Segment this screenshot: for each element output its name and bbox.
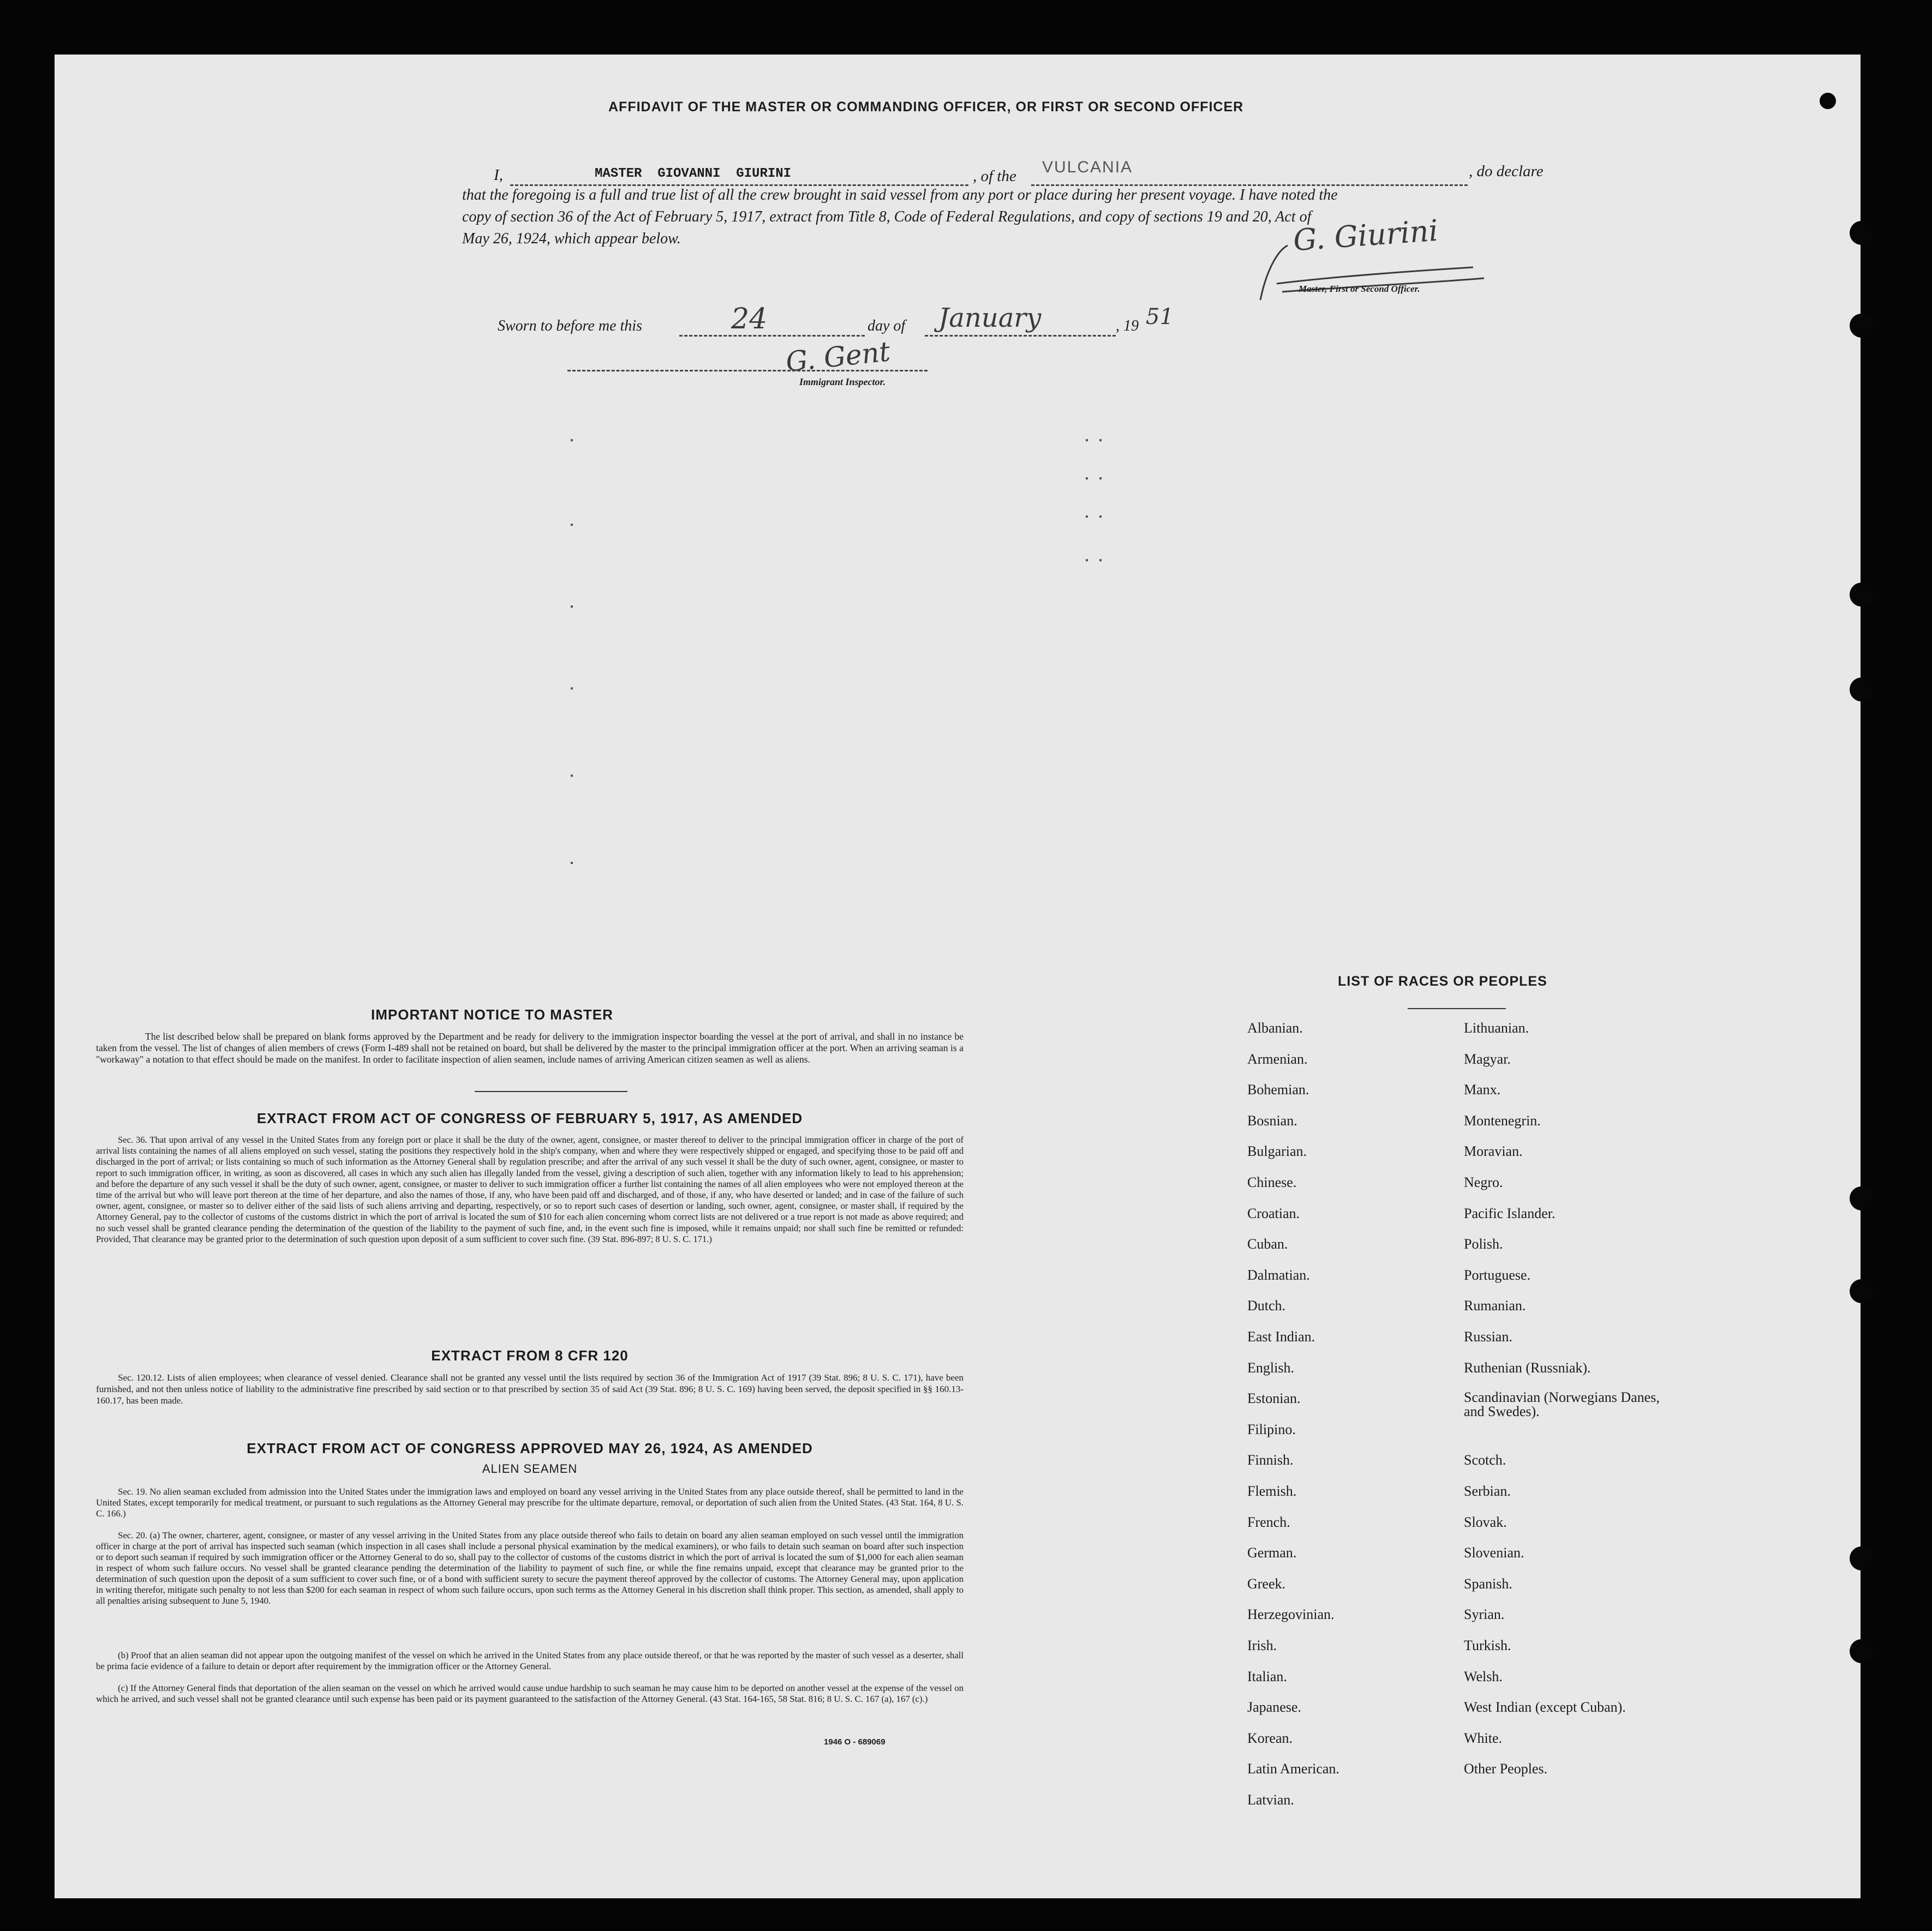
- races-divider: [1408, 1008, 1506, 1009]
- race-item: Bulgarian.: [1247, 1143, 1307, 1160]
- races-title: LIST OF RACES OR PEOPLES: [1338, 974, 1547, 989]
- race-item: Italian.: [1247, 1668, 1287, 1684]
- race-item: Lithuanian.: [1464, 1020, 1529, 1036]
- race-item: Portuguese.: [1464, 1267, 1531, 1283]
- tick-mark: [1099, 477, 1102, 479]
- race-item: Chinese.: [1247, 1174, 1297, 1190]
- extract-cfr-text: Sec. 120.12. Lists of alien employees; when clearance of vessel denied. Clearance shall not be granted any vessel until the lists required by section 36 of the Immigration Act of 1917 (39 Stat. 896; 8 U. S. C. 171), have been furnished, and not then unless notice of liability to the administrative fine prescribed by said section or to that prescribed by section 35 of said Act (39 Stat. 896; 8 U. S. C. 169) having been served, the deposit specified in §§ 160.13-160.17, has been made.: [96, 1372, 964, 1406]
- sworn-day-line: [679, 321, 865, 337]
- race-item: Ruthenian (Russniak).: [1464, 1359, 1591, 1376]
- race-item: Russian.: [1464, 1329, 1512, 1345]
- day-of-label: day of: [868, 317, 906, 334]
- race-item: Filipino.: [1247, 1421, 1296, 1437]
- declaration-line-4: May 26, 1924, which appear below.: [462, 230, 681, 247]
- punch-hole: [1850, 314, 1874, 338]
- race-item: Japanese.: [1247, 1699, 1301, 1716]
- race-item: Montenegrin.: [1464, 1112, 1541, 1129]
- tick-mark: [571, 524, 573, 526]
- race-item: German.: [1247, 1545, 1297, 1561]
- race-item: Serbian.: [1464, 1483, 1511, 1499]
- of-the-label: , of the: [973, 167, 1016, 185]
- extract-1917-text: Sec. 36. That upon arrival of any vessel in the United States from any foreign port or place it shall be the duty of the owner, agent, consignee, or master thereof to deliver to the principal immigration officer in charge of the port of arrival lists containing the names of all aliens employed on such vessel, stating the positions they respectively hold in the ship's company, when and where they were respectively shipped or engaged, and specifying those to be paid off and discharged in the port of arrival; or lists containing so much of such information as the Attorney General shall by regulation prescribe; and after the arrival of any such vessel it shall be the duty of such owner, agent, consignee, or master to report to such immigration officer, in writing, as soon as discovered, all cases in which any such alien has illegally landed from the vessel, giving a description of such alien, together with any information likely to lead to his apprehension; and before the departure of any such vessel it shall be the duty of such owner, agent, consignee, or master to deliver to such immigration officer a further list containing the names of all alien employees who were not employed thereon at the time of the arrival but who will leave port thereon at the time of her departure, and also the names of those, if any, who have been paid off and discharged, and of those, if any, who have deserted or landed; and in case of the failure of such owner, agent, consignee, or master so to deliver either of the said lists of such aliens arriving and departing, respectively, or so to report such cases of desertion or landing, such owner, agent, consignee, or master shall, if required by the Attorney General, pay to the collector of customs of the customs district in which the port of arrival is located the sum of $10 for each alien concerning whom correct lists are not delivered or a true report is not made as above required; and no such vessel shall be granted clearance pending the determination of the question of the liability to the payment of such fine, and, in the event such fine is imposed, while it remains unpaid; nor shall such fine be remitted or refunded: Provided, That clearance may be granted prior to the determination of such question upon deposit of a sum sufficient to cover such fine. (39 Stat. 896-897; 8 U. S. C. 171.): [96, 1135, 964, 1244]
- tick-mark: [571, 687, 573, 689]
- race-item: Polish.: [1464, 1236, 1503, 1252]
- do-declare-label: , do declare: [1469, 163, 1544, 180]
- tick-mark: [1086, 515, 1088, 518]
- race-item: Finnish.: [1247, 1452, 1294, 1468]
- tick-mark: [571, 775, 573, 777]
- race-item: Other Peoples.: [1464, 1761, 1548, 1777]
- race-item: West Indian (except Cuban).: [1464, 1699, 1626, 1716]
- punch-hole: [1850, 583, 1874, 607]
- race-item: Pacific Islander.: [1464, 1205, 1556, 1221]
- extract-cfr-title: EXTRACT FROM 8 CFR 120: [431, 1347, 629, 1364]
- race-item: Dutch.: [1247, 1298, 1286, 1314]
- tick-mark: [1086, 439, 1088, 441]
- tick-mark: [571, 605, 573, 608]
- inspector-signature: G. Gent: [784, 335, 892, 378]
- race-item: Albanian.: [1247, 1020, 1303, 1036]
- race-item: Slovak.: [1464, 1514, 1507, 1530]
- tick-mark: [1086, 559, 1088, 561]
- vessel-name: VULCANIA: [1042, 158, 1133, 176]
- race-item: White.: [1464, 1730, 1503, 1746]
- extract-1924-sec20c: (c) If the Attorney General finds that deportation of the alien seaman on the vessel on which he arrived would cause undue hardship to such seaman he may cause him to be deported on another vessel at the expense of the vessel on which he arrived, and such vessel shall not be granted clearance until such expense has been paid or its payment guaranteed to the satisfaction of the Attorney General. (43 Stat. 164-165, 58 Stat. 816; 8 U. S. C. 167 (a), 167 (c).): [96, 1683, 964, 1704]
- race-item: Manx.: [1464, 1082, 1501, 1098]
- race-item: Croatian.: [1247, 1205, 1300, 1221]
- tick-mark: [1099, 439, 1102, 441]
- race-item: Magyar.: [1464, 1051, 1511, 1067]
- tick-mark: [1099, 559, 1102, 561]
- race-item: Korean.: [1247, 1730, 1293, 1746]
- race-item: Rumanian.: [1464, 1298, 1526, 1314]
- master-name: MASTER GIOVANNI GIURINI: [595, 166, 792, 181]
- tick-mark: [571, 439, 573, 441]
- race-item: Welsh.: [1464, 1668, 1503, 1684]
- divider: [475, 1091, 627, 1092]
- race-item: Moravian.: [1464, 1143, 1523, 1160]
- notice-title: IMPORTANT NOTICE TO MASTER: [371, 1006, 613, 1023]
- tick-mark: [571, 862, 573, 864]
- inspector-caption: Immigrant Inspector.: [799, 376, 886, 387]
- master-signature-caption: Master, First or Second Officer.: [1299, 284, 1420, 294]
- punch-hole: [1850, 1279, 1874, 1303]
- extract-1924-sec20a: Sec. 20. (a) The owner, charterer, agent, consignee, or master of any vessel arriving in the United States from any place outside thereof who fails to detain on board any alien seaman employed on such vessel until the immigration officer in charge at the port of arrival has inspected such seaman (which inspection in all cases shall include a personal physical examination by the medical examiners), or who fails to detain such seaman on board after such inspection or to deport such seaman if required by such immigration officer or the Attorney General to do so, shall pay to the collector of customs of the customs district in which the port of arrival is located the sum of $1,000 for each alien seaman in respect of whom such failure occurs. No vessel shall be granted clearance pending the determination of the liability to payment of such fine, or while the fine remains unpaid, except that clearance may be granted prior to the determination of such question upon the deposit of a sum sufficient to cover such fine, or of a bond with sufficient surety to secure the payment thereof approved by the collector of customs. The Attorney General may, upon application in writing therefor, mitigate such penalty to not less than $200 for each seaman in respect of whom such failure occurs, upon such terms as the Attorney General in his discretion shall think proper. This section, as amended, shall apply to all penalties arising subsequent to June 5, 1940.: [96, 1530, 964, 1606]
- declaration-i-label: I,: [494, 166, 503, 184]
- tick-mark: [1099, 515, 1102, 518]
- punch-hole: [1850, 221, 1874, 245]
- notice-text: The list described below shall be prepared on blank forms approved by the Department and be ready for delivery to the immigration inspector boarding the vessel at the port of arrival, and shall in no instance be taken from the vessel. The list of changes of alien members of crews (Form I-489 shall not be retained on board, but shall be delivered by the master to the principal immigration officer at the port. When an arriving seaman is a "workaway" a notation to that effect should be made on the manifest. In order to facilitate inspection of alien seamen, include names of arriving American citizen seamen as well as aliens.: [96, 1031, 964, 1065]
- race-item: Spanish.: [1464, 1575, 1512, 1592]
- race-item: English.: [1247, 1359, 1294, 1376]
- race-item: Slovenian.: [1464, 1545, 1524, 1561]
- race-item: Turkish.: [1464, 1638, 1511, 1653]
- affidavit-title: AFFIDAVIT OF THE MASTER OR COMMANDING OFFICER, OR FIRST OR SECOND OFFICER: [608, 99, 1244, 115]
- race-item: French.: [1247, 1514, 1290, 1530]
- extract-1924-subtitle: ALIEN SEAMEN: [482, 1462, 578, 1476]
- race-item: East Indian.: [1247, 1329, 1315, 1345]
- sworn-year: 51: [1146, 304, 1174, 329]
- master-signature: G. Giurini: [1292, 213, 1439, 258]
- extract-1924-sec19: Sec. 19. No alien seaman excluded from admission into the United States under the immigration laws and employed on board any vessel arriving in the United States from any place outside thereof, shall be permitted to land in the United States, except temporarily for medical treatment, or pursuant to such regulations as the Attorney General may prescribe for the ultimate departure, removal, or deportation of such alien from the United States. (43 Stat. 164, 8 U. S. C. 166.): [96, 1486, 964, 1519]
- race-item: Flemish.: [1247, 1483, 1297, 1499]
- race-item: Negro.: [1464, 1174, 1503, 1190]
- print-code: 1946 O - 689069: [824, 1737, 886, 1747]
- extract-1924-sec20b: (b) Proof that an alien seaman did not appear upon the outgoing manifest of the vessel on which he arrived in the United States from any place outside thereof, or that he was reported by the master of such vessel as a deserter, shall be prima facie evidence of a failure to detain or deport after requirement by the immigration officer or the Attorney General.: [96, 1650, 964, 1671]
- document-page: [55, 55, 1861, 1898]
- sworn-label: Sworn to before me this: [498, 317, 642, 334]
- race-item: Dalmatian.: [1247, 1267, 1310, 1283]
- sworn-day: 24: [731, 303, 768, 335]
- punch-hole: [1850, 677, 1874, 701]
- declaration-line-3: copy of section 36 of the Act of February 5, 1917, extract from Title 8, Code of Federal Regulations, and copy of sections 19 and 20, Act of: [462, 208, 1312, 225]
- race-item: Latvian.: [1247, 1792, 1294, 1808]
- race-item: Cuban.: [1247, 1236, 1288, 1252]
- extract-1917-title: EXTRACT FROM ACT OF CONGRESS OF FEBRUARY 5, 1917, AS AMENDED: [256, 1110, 803, 1126]
- declaration-line-2: that the foregoing is a full and true list of all the crew brought in said vessel from any port or place during her present voyage. I have noted the: [462, 187, 1338, 203]
- race-item: Syrian.: [1464, 1606, 1505, 1623]
- extract-1924-title: EXTRACT FROM ACT OF CONGRESS APPROVED MAY 26, 1924, AS AMENDED: [247, 1440, 813, 1456]
- corner-tear: [1820, 93, 1836, 109]
- signature-strokes: [1244, 240, 1550, 305]
- punch-hole: [1850, 1546, 1874, 1570]
- tick-mark: [1086, 477, 1088, 479]
- race-item: Scandinavian (Norwegians Danes, and Swedes).: [1464, 1389, 1660, 1420]
- race-item: Armenian.: [1247, 1051, 1308, 1067]
- race-item: Scotch.: [1464, 1452, 1506, 1468]
- race-item: Bosnian.: [1247, 1112, 1297, 1129]
- punch-hole: [1850, 1186, 1874, 1210]
- race-item: Bohemian.: [1247, 1082, 1309, 1098]
- race-item: Herzegovinian.: [1247, 1606, 1335, 1623]
- sworn-month: January: [938, 303, 1042, 333]
- punch-hole: [1850, 1639, 1874, 1663]
- race-item: Latin American.: [1247, 1761, 1339, 1777]
- inspector-line: [567, 364, 928, 371]
- race-item: Irish.: [1247, 1638, 1277, 1653]
- year-prefix: , 19: [1116, 317, 1139, 334]
- race-item: Greek.: [1247, 1575, 1286, 1592]
- race-item: Estonian.: [1247, 1390, 1301, 1407]
